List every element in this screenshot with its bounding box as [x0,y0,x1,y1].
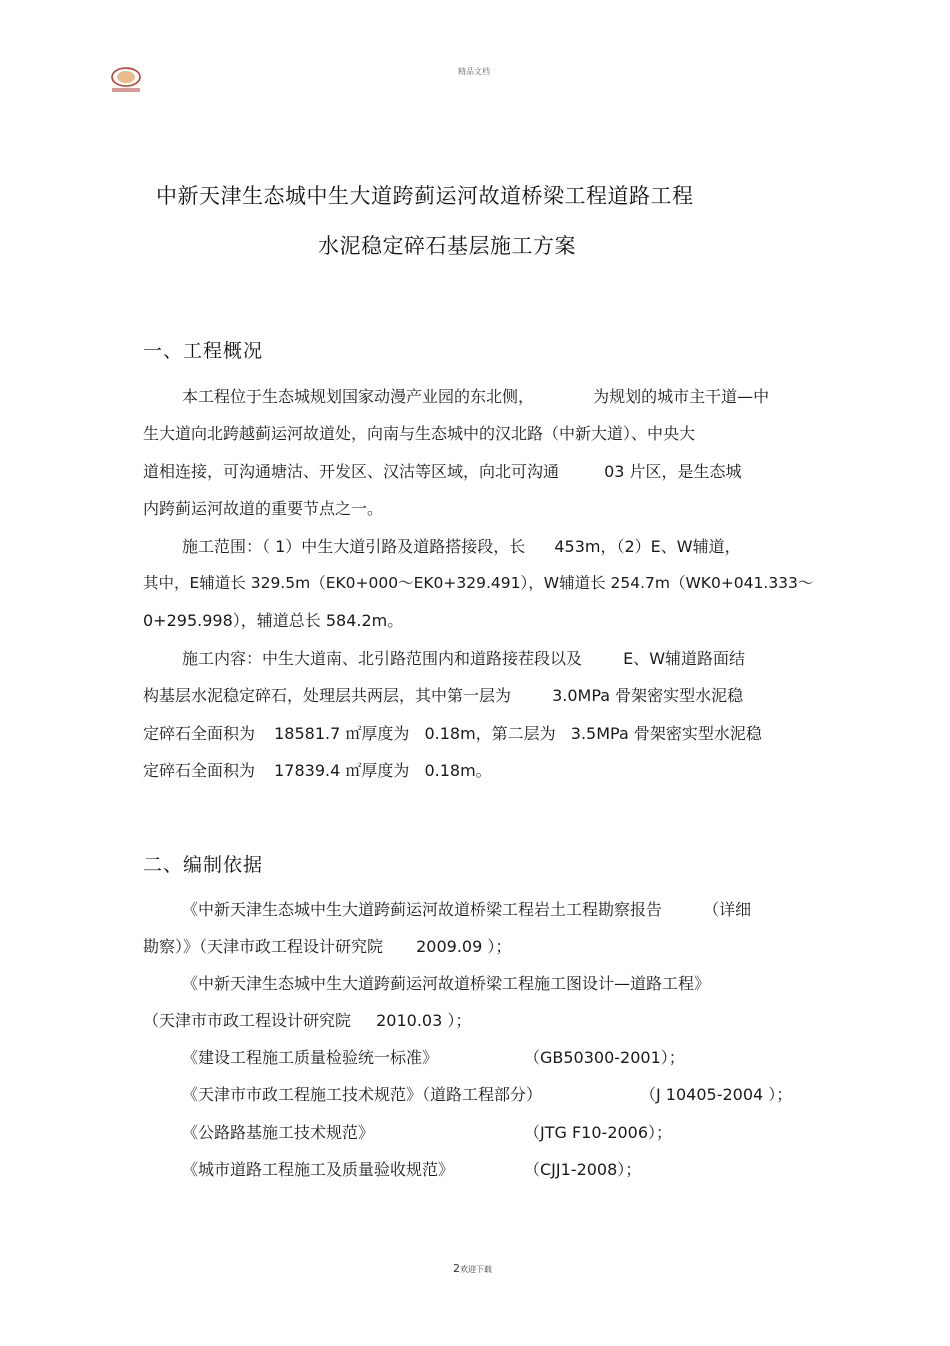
reference-line-code: （JTG F10-2006）； [524,1123,673,1142]
reference-line: 《中新天津生态城中生大道跨蓟运河故道桥梁工程岩土工程勘察报告 （详细 [182,900,752,919]
reference-line: 《建设工程施工质量检验统一标准》 [182,1048,439,1067]
paragraph-line: 定碎石全面积为 17839.4 ㎡厚度为 0.18m。 [143,761,492,780]
reference-line: 勘察）》（天津市政工程设计研究院 2009.09 ）； [143,937,512,956]
reference-line-code: （J 10405-2004 ）； [640,1085,793,1104]
section-heading-basis: 二、编制依据 [143,854,264,876]
paragraph-line: 0+295.998），辅道总长 584.2m。 [143,611,404,630]
reference-line: 《城市道路工程施工及质量验收规范》 [182,1160,455,1179]
paragraph-line: 定碎石全面积为 18581.7 ㎡厚度为 0.18m，第二层为 3.5MPa 骨架密实型水泥稳 [143,724,762,743]
reference-line: 《天津市市政工程施工技术规范》（道路工程部分） [182,1085,543,1104]
header-note: 精品文档 [458,67,490,76]
doc-title-line1: 中新天津生态城中生大道跨蓟运河故道桥梁工程道路工程 [156,184,694,208]
reference-line: （天津市市政工程设计研究院 2010.03 ）； [143,1011,472,1030]
reference-line: 《中新天津生态城中生大道跨蓟运河故道桥梁工程施工图设计—道路工程》 [182,974,711,993]
paragraph-line: 施工范围：（ 1）中生大道引路及道路搭接段，长 453m，（2）E、W辅道， [182,537,741,556]
paragraph-line: 施工内容：中生大道南、北引路范围内和道路接茬段以及 E、W辅道路面结 [182,649,746,668]
reference-line-code: （CJJ1-2008）； [524,1160,642,1179]
footer-note: 欢迎下载 [460,1265,492,1274]
paragraph-line: 内跨蓟运河故道的重要节点之一。 [143,499,384,518]
page-footer [453,1262,492,1275]
paragraph-line: 本工程位于生态城规划国家动漫产业园的东北侧， 为规划的城市主干道—中 [182,387,770,406]
page-number: 2 [453,1262,460,1275]
paragraph-line: 其中，E辅道长 329.5m（EK0+000～EK0+329.491），W辅道长 254.7m（WK0+041.333～ [143,574,814,592]
paragraph-line: 道相连接，可沟通塘沽、开发区、汉沽等区域，向北可沟通 03 片区，是生态城 [143,462,742,481]
reference-line-code: （GB50300-2001）； [524,1048,685,1067]
reference-line: 《公路路基施工技术规范》 [182,1123,375,1142]
paragraph-line: 构基层水泥稳定碎石，处理层共两层，其中第一层为 3.0MPa 骨架密实型水泥稳 [143,686,744,705]
doc-title-line2: 水泥稳定碎石基层施工方案 [318,234,576,258]
paragraph-line: 生大道向北跨越蓟运河故道处，向南与生态城中的汉北路（中新大道）、中央大 [143,424,696,443]
company-logo [108,66,144,96]
section-heading-overview: 一、工程概况 [143,340,264,362]
